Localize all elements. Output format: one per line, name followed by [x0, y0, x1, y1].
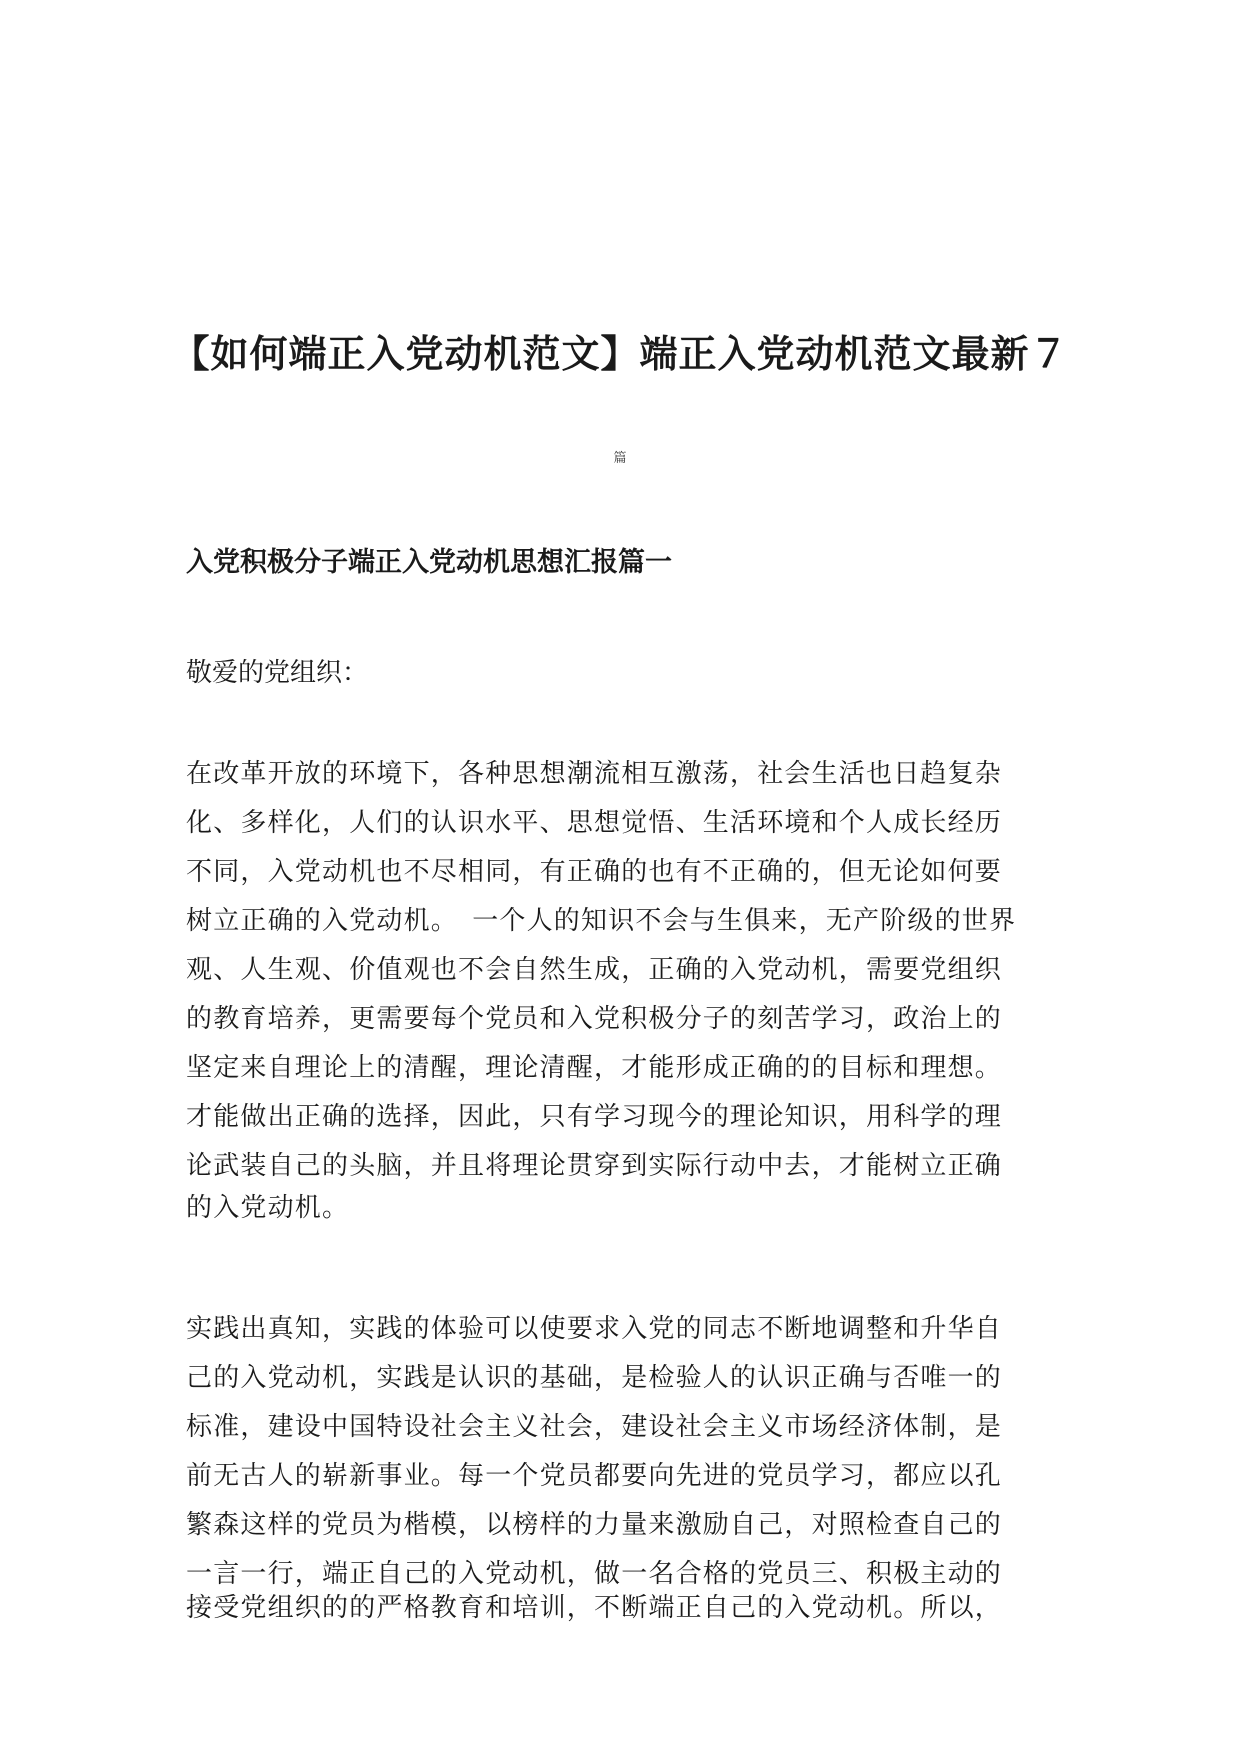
paragraph-line: 实践出真知，实践的体验可以使要求入党的同志不断地调整和升华自 — [186, 1314, 1003, 1344]
paragraph-line: 一言一行，端正自己的入党动机，做一名合格的党员三、积极主动的 — [186, 1559, 1003, 1589]
paragraph-line: 的教育培养，更需要每个党员和入党积极分子的刻苦学习，政治上的 — [186, 1004, 1003, 1034]
paragraph-line: 坚定来自理论上的清醒，理论清醒，才能形成正确的的目标和理想。 — [186, 1053, 1003, 1083]
salutation: 敬爱的党组织： — [186, 658, 369, 688]
paragraph-1 — [186, 750, 1058, 1191]
paragraph-1-end: 的入党动机。 — [186, 1193, 350, 1223]
section-heading: 入党积极分子端正入党动机思想汇报篇一 — [186, 547, 672, 578]
paragraph-line: 才能做出正确的选择，因此，只有学习现今的理论知识，用科学的理 — [186, 1102, 1003, 1132]
paragraph-line: 前无古人的崭新事业。每一个党员都要向先进的党员学习，都应以孔 — [186, 1461, 1003, 1491]
paragraph-line: 化、多样化，人们的认识水平、思想觉悟、生活环境和个人成长经历 — [186, 808, 1003, 838]
paragraph-line: 树立正确的入党动机。 一个人的知识不会与生俱来，无产阶级的世界 — [186, 906, 1017, 936]
document-title-tail: 篇 — [613, 451, 627, 466]
document-title: 【如何端正入党动机范文】端正入党动机范文最新７ — [171, 332, 1069, 376]
paragraph-line: 不同，入党动机也不尽相同，有正确的也有不正确的，但无论如何要 — [186, 857, 1003, 887]
paragraph-line: 论武装自己的头脑，并且将理论贯穿到实际行动中去，才能树立正确 — [186, 1151, 1003, 1181]
paragraph-line: 繁森这样的党员为楷模，以榜样的力量来激励自己，对照检查自己的 — [186, 1510, 1003, 1540]
paragraph-line: 标准，建设中国特设社会主义社会，建设社会主义市场经济体制，是 — [186, 1412, 1003, 1442]
paragraph-2-end: 接受党组织的的严格教育和培训，不断端正自己的入党动机。所以， — [186, 1593, 1003, 1623]
paragraph-2 — [186, 1305, 1058, 1599]
paragraph-line: 在改革开放的环境下，各种思想潮流相互激荡，社会生活也日趋复杂 — [186, 759, 1003, 789]
paragraph-line: 己的入党动机，实践是认识的基础，是检验人的认识正确与否唯一的 — [186, 1363, 1003, 1393]
paragraph-line: 观、人生观、价值观也不会自然生成，正确的入党动机，需要党组织 — [186, 955, 1003, 985]
